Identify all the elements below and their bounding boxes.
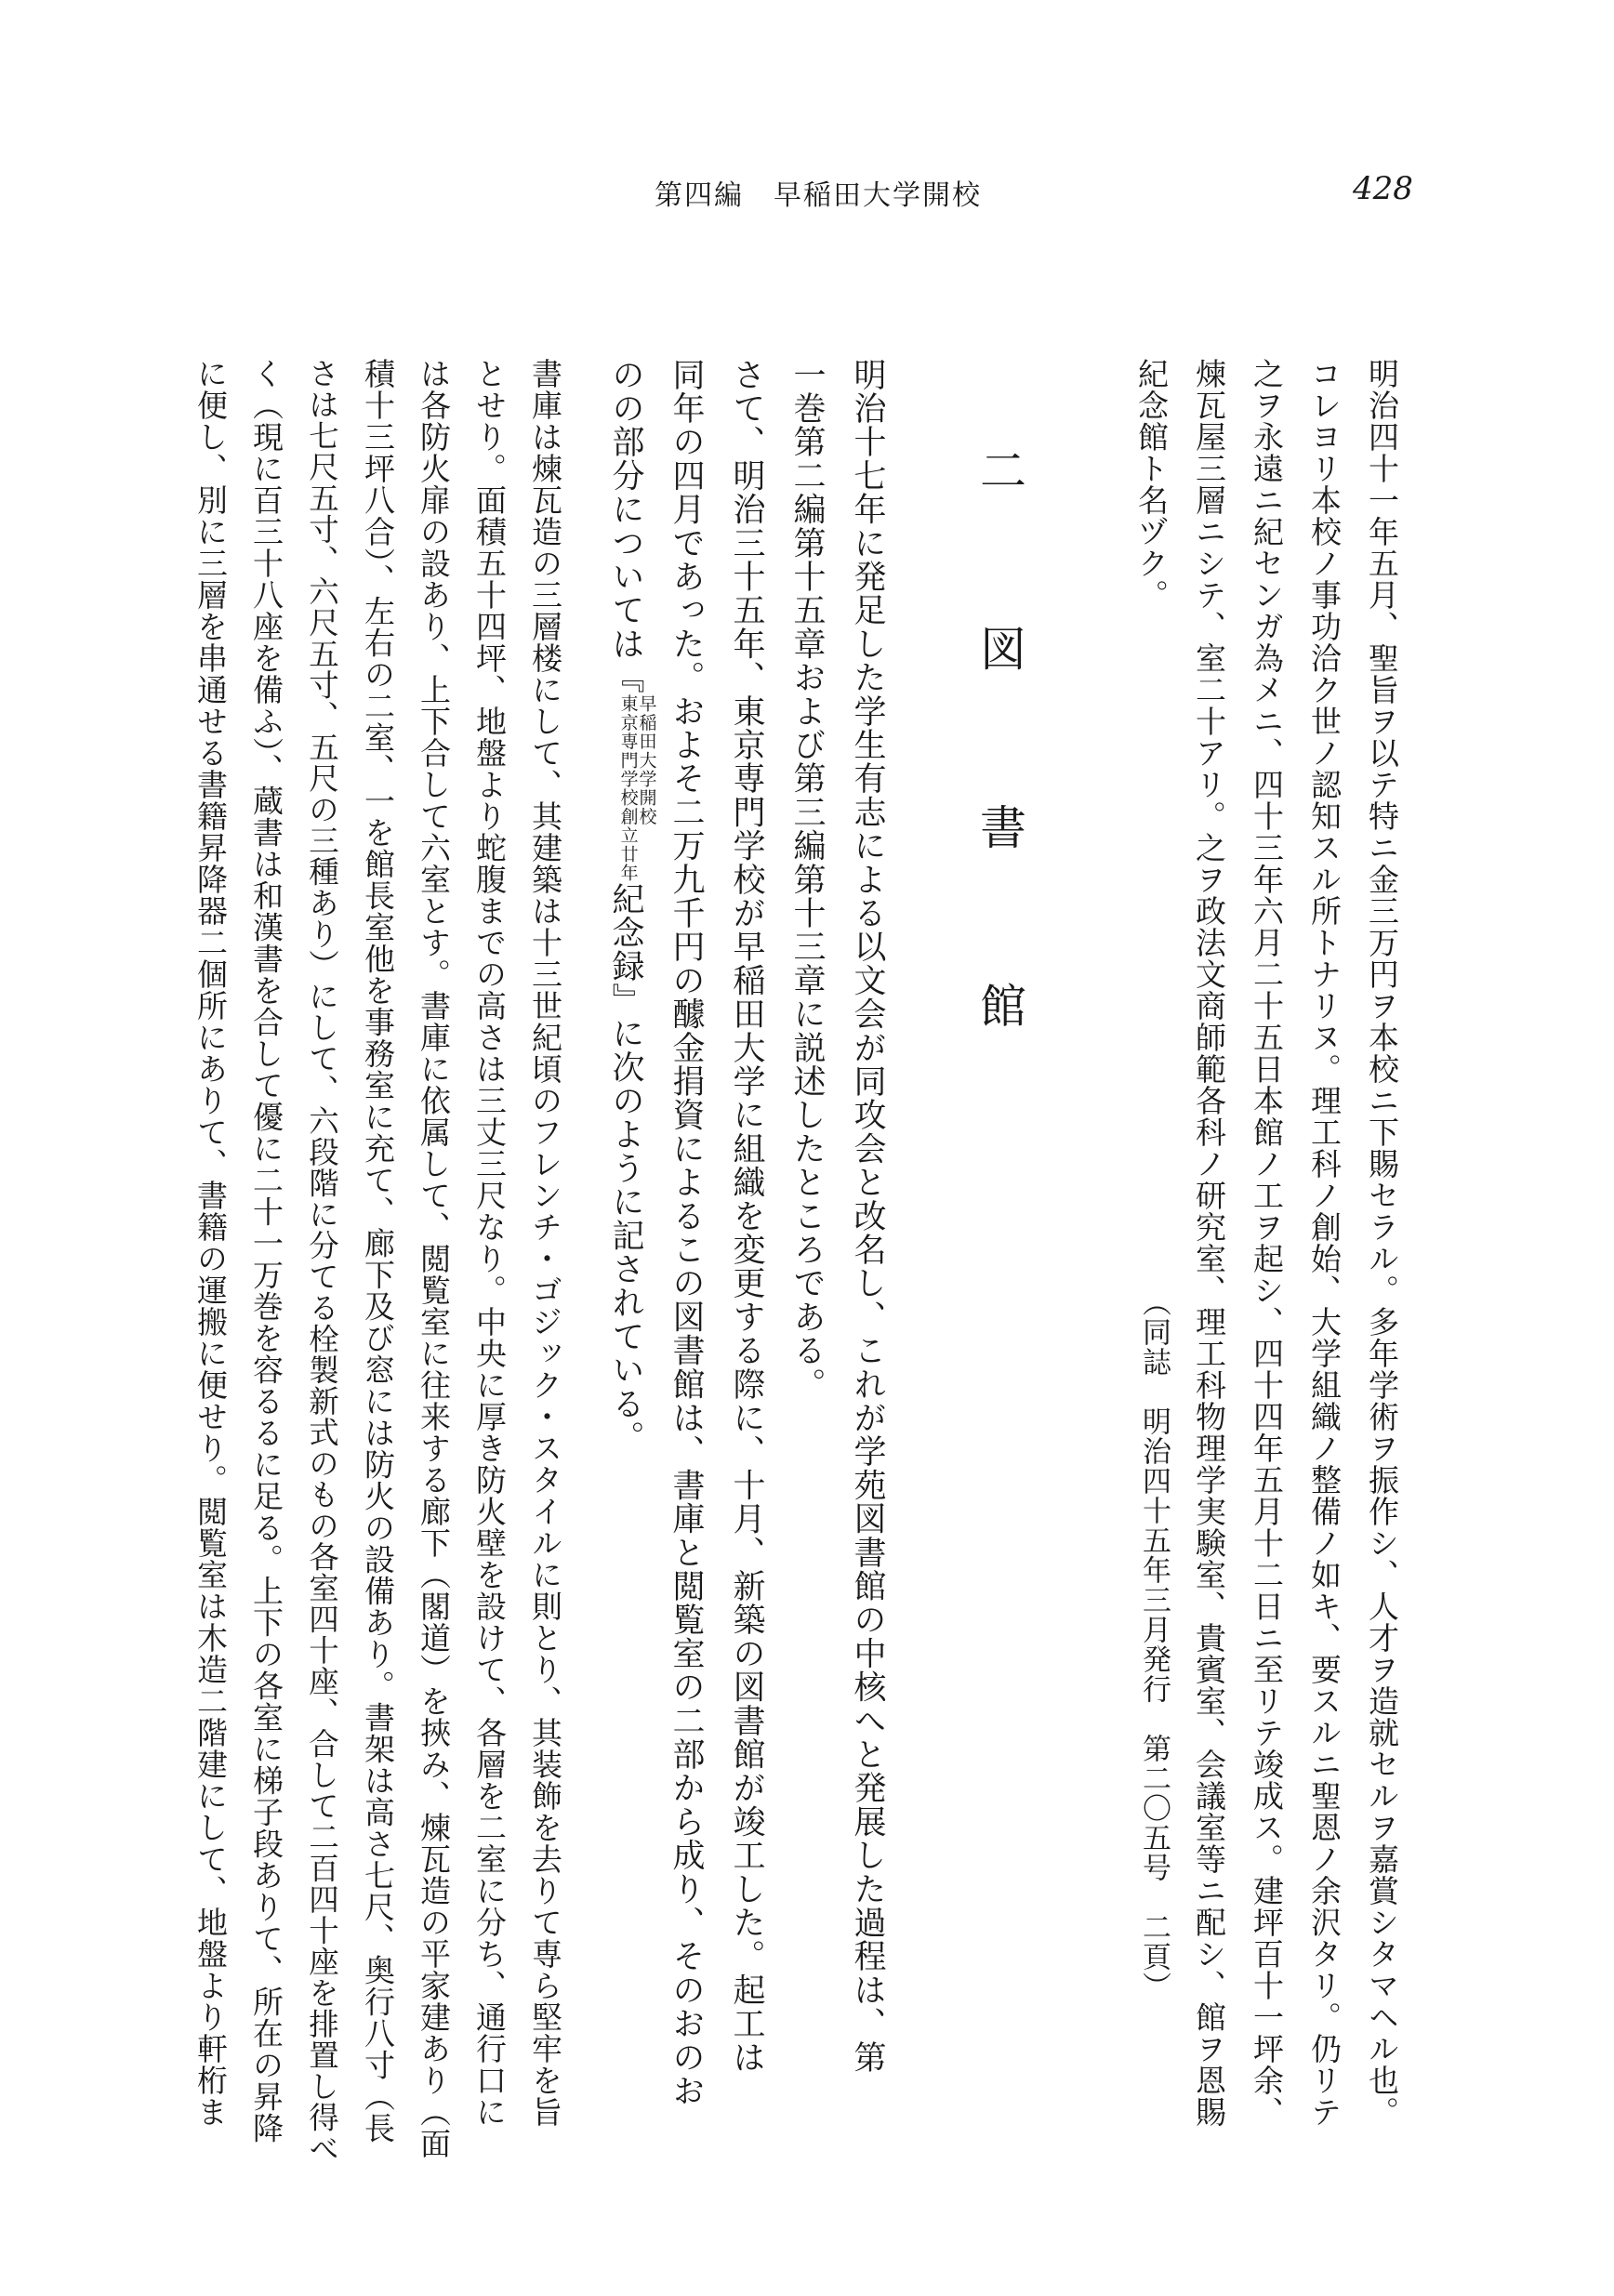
desc-line-3: は各防火扉の設あり、上下合して六室とす。書庫に依属して、閲覧室に往来する廊下（閣道）を挾み、煉瓦造の平家建あり（面: [416, 358, 452, 2159]
page-number: 428: [1353, 170, 1413, 207]
desc-line-1: 書庫は煉瓦造の三層楼にして、其建築は十三世紀頃のフレンチ・ゴジック・スタイルに則とり、其装飾を去りて専ら堅牢を旨: [527, 358, 563, 2128]
quote-line-2: コレヨリ本校ノ事功洽ク世ノ認知スル所トナリヌ。理工科ノ創始、大学組織ノ整備ノ如キ、要スルニ聖恩ノ余沢タリ。仍リテ: [1306, 358, 1343, 2128]
body-line-5-before: のの部分については『: [607, 358, 644, 694]
quote-line-4: 煉瓦屋三層ニシテ、室二十アリ。之ヲ政法文商師範各科ノ研究室、理工科物理学実験室、貴賓室、会議室等ニ配シ、館ヲ恩賜: [1191, 358, 1227, 2128]
body-line-5: [609, 358, 655, 1454]
quote-line-1: 明治四十一年五月、聖旨ヲ以テ特ニ金三万円ヲ本校ニ下賜セラル。多年学術ヲ振作シ、人才ヲ造就セルヲ嘉賞シタマヘル也。: [1364, 358, 1400, 2128]
quote-line-3: 之ヲ永遠ニ紀センガ為メニ、四十三年六月二十五日本館ノ工ヲ起シ、四十四年五月十二日ニ至リテ竣成ス。建坪百十一坪余、: [1249, 358, 1285, 2128]
body-line-1: 明治十七年に発足した学生有志による以文会が同攻会と改名し、これが学苑図書館の中核へと発展した過程は、第: [849, 358, 886, 2075]
body-line-5-after: 紀念録』に次のように記されている。: [607, 882, 644, 1455]
running-head: 第四編 早稲田大学開校: [655, 179, 982, 212]
section-title: 二 図 書 館: [972, 446, 1026, 1071]
quote-citation: （同誌 明治四十五年三月発行 第二〇五号 二頁）: [1137, 1287, 1171, 2001]
desc-line-7: に便し、別に三層を串通せる書籍昇降器二個所にありて、書籍の運搬に便せり。閲覧室は木造二階建にして、地盤より軒桁ま: [192, 358, 229, 2128]
ruby-top: 早稲田大学開校: [636, 694, 657, 826]
desc-line-5: さは七尺五寸、六尺五寸、五尺の三種あり）にして、六段階に分てる栓製新式のもの各室四十座、合して二百四十座を排置し得べ: [304, 358, 340, 2164]
body-line-2: 一巻第二編第十五章および第三編第十三章に説述したところである。: [788, 358, 826, 1402]
body-line-3: さて、明治三十五年、東京専門学校が早稲田大学に組織を変更する際に、十月、新築の図書館が竣工した。起工は: [728, 358, 765, 2075]
page-header: [0, 172, 1614, 228]
ruby-annotation: [615, 694, 655, 882]
body-line-4: 同年の四月であった。およそ二万九千円の醵金捐資によるこの図書館は、書庫と閲覧室の二部から成り、そのおのお: [668, 358, 705, 2108]
desc-line-4: 積十三坪八合）、左右の二室、一を館長室他を事務室に充て、廊下及び窓には防火の設備あり。書架は高さ七尺、奥行八寸（長: [360, 358, 396, 2144]
desc-line-2: とせり。面積五十四坪、地盤より蛇腹までの高さは三丈三尺なり。中央に厚き防火壁を設けて、各層を二室に分ち、通行口に: [471, 358, 508, 2128]
ruby-bottom: 東京専門学校創立廿年: [617, 694, 639, 882]
desc-line-6: く（現に百三十八座を備ふ）、蔵書は和漢書を合して優に二十一万巻を容るるに足る。上下の各室に梯子段ありて、所在の昇降: [248, 358, 284, 2144]
quote-line-5: 紀念館ト名ヅク。: [1133, 358, 1170, 611]
